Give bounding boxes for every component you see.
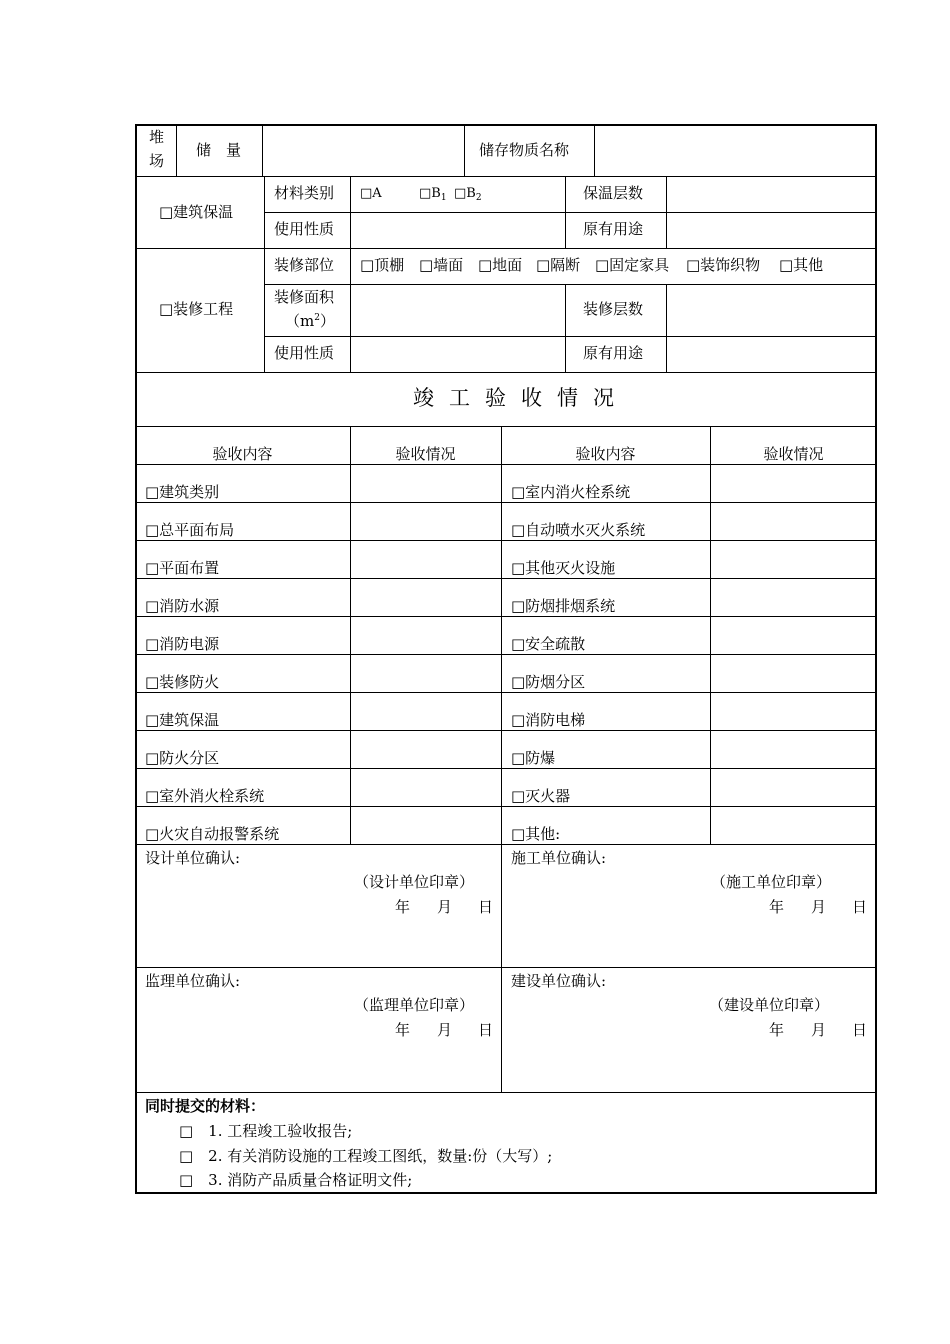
check-indoor-hydrant[interactable]: □室内消火栓系统	[511, 483, 631, 501]
check-building-category[interactable]: □建筑类别	[145, 483, 220, 501]
design-confirm-label: 设计单位确认:	[145, 849, 241, 867]
owner-confirm-label: 建设单位确认:	[511, 972, 607, 990]
check-sprinkler[interactable]: □自动喷水灭火系统	[511, 521, 646, 539]
check-other-extinguishing[interactable]: □其他灭火设施	[511, 559, 616, 577]
acceptance-title: 竣工验收情况	[413, 386, 629, 410]
header-result-right: 验收情况	[763, 445, 824, 463]
divider	[135, 844, 877, 845]
divider	[264, 284, 877, 285]
divider	[135, 464, 877, 465]
header-content-right: 验收内容	[575, 445, 636, 463]
divider	[666, 284, 667, 372]
decoration-part-other[interactable]: □其他	[779, 256, 824, 274]
divider	[135, 372, 877, 373]
materials-title: 同时提交的材料：	[145, 1097, 266, 1115]
material-type-label: 材料类别	[274, 184, 335, 202]
decoration-part-fabric[interactable]: □装饰织物	[686, 256, 761, 274]
divider	[135, 967, 877, 968]
construction-confirm-label: 施工单位确认:	[511, 849, 607, 867]
divider	[350, 176, 351, 372]
divider	[594, 124, 595, 176]
construction-date-year: 年	[769, 898, 785, 916]
design-date-month: 月	[437, 898, 453, 916]
owner-date-year: 年	[769, 1021, 785, 1039]
divider	[135, 730, 877, 731]
decoration-area-unit: $(m^2)$	[285, 312, 335, 330]
check-floor-layout[interactable]: □平面布置	[145, 559, 220, 577]
decoration-part-partition[interactable]: □隔断	[536, 256, 581, 274]
divider	[135, 806, 877, 807]
divider	[264, 176, 265, 372]
check-site-plan[interactable]: □总平面布局	[145, 521, 235, 539]
divider	[464, 124, 465, 176]
divider	[135, 176, 877, 177]
insulation-checkbox[interactable]: □建筑保温	[159, 203, 234, 221]
divider	[501, 426, 502, 1092]
design-date-day: 日	[478, 898, 494, 916]
supervision-date-day: 日	[478, 1021, 494, 1039]
decoration-part-wall[interactable]: □墙面	[419, 256, 464, 274]
check-extinguisher[interactable]: □灭火器	[511, 787, 571, 805]
decoration-area-label: 装修面积	[274, 288, 335, 306]
check-water-source[interactable]: □消防水源	[145, 597, 220, 615]
insulation-original-use-label: 原有用途	[583, 220, 644, 238]
pile-label-b: 场	[149, 152, 165, 170]
check-decoration-fireproof[interactable]: □装修防火	[145, 673, 220, 691]
check-outdoor-hydrant[interactable]: □室外消火栓系统	[145, 787, 265, 805]
divider	[135, 540, 877, 541]
supervision-date-year: 年	[395, 1021, 411, 1039]
material-item-3[interactable]: □ 3. 消防产品质量合格证明文件;	[179, 1171, 413, 1189]
decoration-checkbox[interactable]: □装修工程	[159, 300, 234, 318]
material-item-2[interactable]: □ 2. 有关消防设施的工程竣工图纸，数量:份（大写）;	[179, 1147, 553, 1165]
divider	[135, 502, 877, 503]
owner-seal: （建设单位印章）	[709, 996, 830, 1014]
divider	[135, 768, 877, 769]
check-smoke-exhaust[interactable]: □防烟排烟系统	[511, 597, 616, 615]
design-date-year: 年	[395, 898, 411, 916]
decoration-original-use-label: 原有用途	[583, 344, 644, 362]
divider	[350, 426, 351, 844]
construction-date-day: 日	[852, 898, 868, 916]
header-content-left: 验收内容	[212, 445, 273, 463]
divider	[135, 426, 877, 427]
decoration-part-ceiling[interactable]: □顶棚	[360, 256, 405, 274]
supervision-date-month: 月	[437, 1021, 453, 1039]
option-b1[interactable]: $□B_1$	[419, 186, 447, 203]
header-result-left: 验收情况	[395, 445, 456, 463]
insulation-layers-label: 保温层数	[583, 184, 644, 202]
check-evacuation[interactable]: □安全疏散	[511, 635, 586, 653]
divider	[135, 692, 877, 693]
divider	[264, 336, 877, 337]
check-fire-alarm[interactable]: □火灾自动报警系统	[145, 825, 280, 843]
divider	[262, 124, 263, 176]
decoration-parts-label: 装修部位	[274, 256, 335, 274]
option-b2[interactable]: $□B_2$	[454, 186, 482, 203]
divider	[135, 1092, 877, 1093]
option-a[interactable]: □A	[360, 186, 382, 201]
divider	[710, 426, 711, 844]
check-fire-elevator[interactable]: □消防电梯	[511, 711, 586, 729]
decoration-use-label: 使用性质	[274, 344, 335, 362]
check-power-source[interactable]: □消防电源	[145, 635, 220, 653]
decoration-part-floor[interactable]: □地面	[478, 256, 523, 274]
check-building-insulation[interactable]: □建筑保温	[145, 711, 220, 729]
divider	[176, 124, 177, 176]
check-fire-compartment[interactable]: □防火分区	[145, 749, 220, 767]
divider	[264, 212, 877, 213]
check-explosion-proof[interactable]: □防爆	[511, 749, 556, 767]
check-smoke-compartment[interactable]: □防烟分区	[511, 673, 586, 691]
divider	[135, 248, 877, 249]
insulation-use-label: 使用性质	[274, 220, 335, 238]
divider	[565, 284, 566, 372]
divider	[135, 616, 877, 617]
divider	[565, 176, 566, 248]
divider	[135, 654, 877, 655]
divider	[666, 176, 667, 248]
supervision-confirm-label: 监理单位确认:	[145, 972, 241, 990]
design-seal: （设计单位印章）	[354, 873, 475, 891]
decoration-layers-label: 装修层数	[583, 300, 644, 318]
divider	[135, 578, 877, 579]
construction-date-month: 月	[811, 898, 827, 916]
decoration-part-furniture[interactable]: □固定家具	[595, 256, 670, 274]
check-other[interactable]: □其他:	[511, 825, 561, 843]
storage-label: 储 量	[196, 141, 242, 159]
construction-seal: （施工单位印章）	[711, 873, 832, 891]
owner-date-day: 日	[852, 1021, 868, 1039]
material-name-label: 储存物质名称	[479, 141, 570, 159]
supervision-seal: （监理单位印章）	[354, 996, 475, 1014]
material-item-1[interactable]: □ 1. 工程竣工验收报告;	[179, 1122, 353, 1140]
owner-date-month: 月	[811, 1021, 827, 1039]
pile-label-a: 堆	[149, 128, 165, 146]
